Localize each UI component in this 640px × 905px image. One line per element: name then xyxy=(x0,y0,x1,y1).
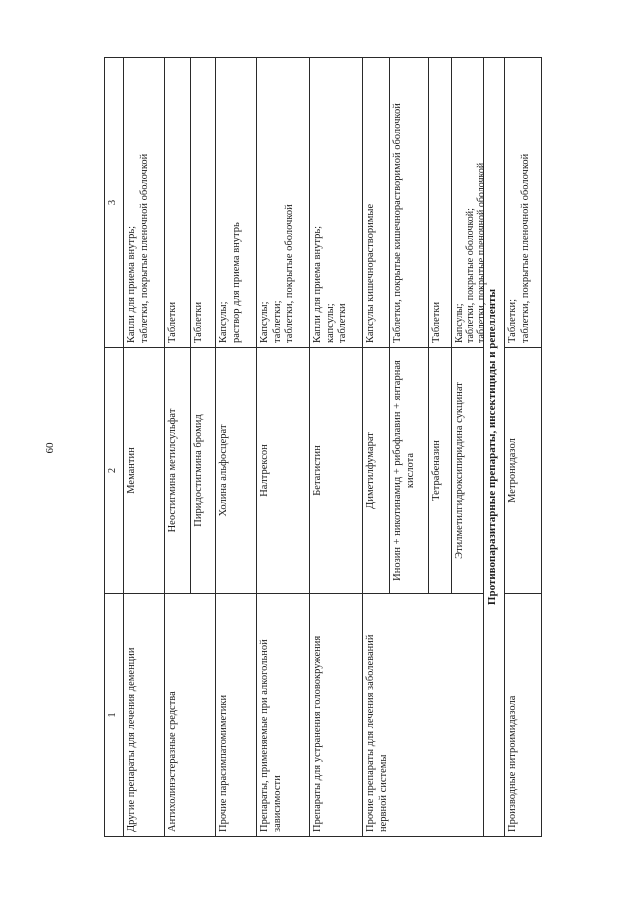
table-header-row xyxy=(105,58,124,836)
drug-cell: Неостигмина метилсульфат xyxy=(165,347,190,593)
group-cell: Препараты для устранения головокружения xyxy=(310,593,362,836)
drug-cell: Инозин + никотинамид + рибофлавин + янтарная кислота xyxy=(390,347,428,593)
table-row xyxy=(124,58,165,836)
table-row xyxy=(165,58,191,593)
form-cell: Таблетки; таблетки, покрытые пленочной оболочкой xyxy=(507,153,531,343)
drug-cell: Тетрабеназин xyxy=(429,347,451,593)
drug-cell: Бетагистин xyxy=(310,347,362,593)
group-cell: Другие препараты для лечения деменции xyxy=(124,593,164,836)
form-cell: Таблетки xyxy=(167,301,178,343)
form-cell: Капсулы; таблетки; таблетки, покрытые оболочкой xyxy=(259,204,295,343)
table-row xyxy=(310,58,363,836)
drug-cell: Диметилфумарат xyxy=(363,347,389,593)
page-number: 60 xyxy=(44,442,56,454)
form-cell: Таблетки, покрытые кишечнорастворимой оболочкой xyxy=(392,103,403,343)
drug-cell: Холина альфосцерат xyxy=(216,347,256,593)
form-cell: Капли для приема внутрь; капсулы; таблетки xyxy=(312,225,348,343)
subrows xyxy=(363,58,487,593)
rotated-sheet xyxy=(104,57,542,837)
form-cell: Капсулы; раствор для приема внутрь xyxy=(218,222,242,343)
header-col-3: 3 xyxy=(107,199,118,206)
table-row xyxy=(257,58,310,836)
table-row xyxy=(429,58,452,593)
table-row xyxy=(505,58,541,836)
drug-cell: Мемантин xyxy=(124,347,164,593)
form-cell: Капли для приема внутрь; таблетки, покрытые пленочной оболочкой xyxy=(126,153,150,343)
drug-cell: Метронидазол xyxy=(505,347,541,593)
section-row xyxy=(484,58,505,836)
section-heading: Противопаразитарные препараты, инсектициды и репелленты xyxy=(486,288,498,606)
header-col-2: 2 xyxy=(105,347,123,593)
form-cell: Капсулы; таблетки, покрытые оболочкой; таблетки, покрытые пленочной оболочкой xyxy=(454,162,487,343)
drug-cell: Налтрексон xyxy=(257,347,309,593)
drug-cell: Пиридостигмина бромид xyxy=(191,347,215,593)
drug-table xyxy=(104,57,542,837)
table-row xyxy=(191,58,215,593)
group-cell: Прочие препараты для лечения заболеваний нервной системы xyxy=(363,593,483,836)
table-row xyxy=(390,58,429,593)
table-row xyxy=(452,58,487,593)
group-cell: Прочие парасимпатомиметики xyxy=(216,593,256,836)
drug-cell: Этилметилгидроксипиридина сукцинат xyxy=(452,347,483,593)
form-cell: Капсулы кишечнорастворимые xyxy=(365,203,376,343)
group-cell: Препараты, применяемые при алкогольной зависимости xyxy=(257,593,309,836)
table-row xyxy=(363,58,390,593)
table-row-group xyxy=(165,58,216,836)
table-row xyxy=(216,58,257,836)
form-cell: Таблетки xyxy=(193,301,204,343)
group-cell: Антихолинэстеразные средства xyxy=(165,593,215,836)
group-cell: Производные нитроимидазола xyxy=(505,593,541,836)
header-col-1: 1 xyxy=(105,593,123,836)
subrows xyxy=(165,58,215,593)
form-cell: Таблетки xyxy=(431,301,442,343)
table-row-group xyxy=(363,58,487,836)
